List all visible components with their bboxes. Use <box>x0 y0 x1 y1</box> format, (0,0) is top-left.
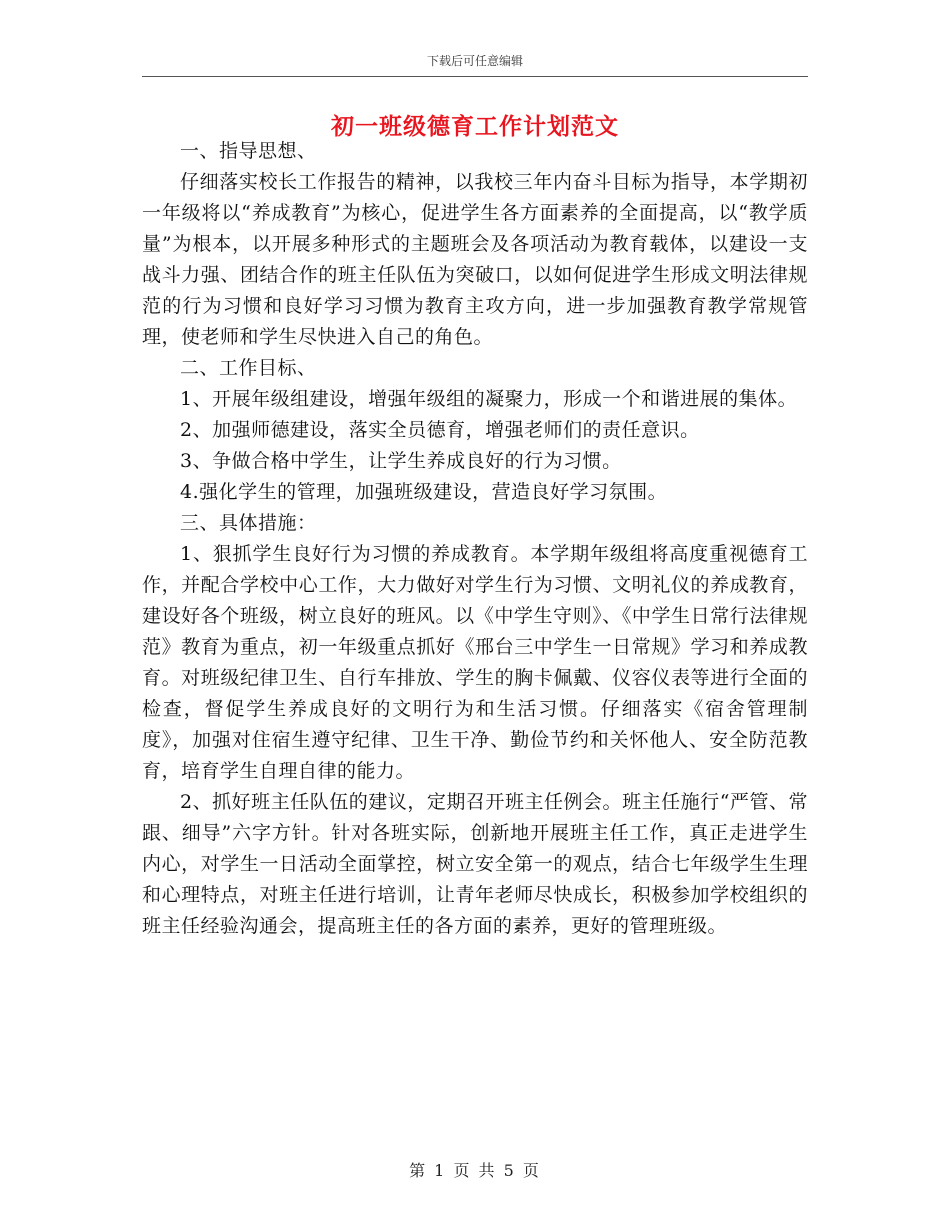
paragraph-goal-4: 4.强化学生的管理，加强班级建设，营造良好学习氛围。 <box>180 481 668 503</box>
paragraph-heading-3: 三、具体措施： <box>180 512 317 534</box>
paragraph-heading-1: 一、指导思想、 <box>180 140 317 162</box>
document-title: 初一班级德育工作计划范文 <box>331 113 619 140</box>
paragraph-goal-2: 2、加强师德建设，落实全员德育，增强老师们的责任意识。 <box>180 419 700 441</box>
paragraph-measure-1: 1、狠抓学生良好行为习惯的养成教育。本学期年级组将高度重视德育工作，并配合学校中心工作，大力做好对学生行为习惯、文明礼仪的养成教育，建设好各个班级，树立良好的班风。以《中学生守则》、《中学生日常行法律规范》教育为重点，初一年级重点抓好《邢台三中学生一日常规》学习和养成教育。对班级纪律卫生、自行车排放、学生的胸卡佩戴、仪容仪表等进行全面的检查，督促学生养成良好的文明行为和生活习惯。仔细落实《宿舍管理制度》，加强对住宿生遵守纪律、卫生干净、勤俭节约和关怀他人、安全防范教育，培育学生自理自律的能力。 <box>142 543 808 782</box>
header-divider <box>142 76 808 77</box>
paragraph-measure-2: 2、抓好班主任队伍的建议，定期召开班主任例会。班主任施行“严管、常跟、细导”六字方针。针对各班实际，创新地开展班主任工作，真正走进学生内心，对学生一日活动全面掌控，树立安全第一的观点，结合七年级学生生理和心理特点，对班主任进行培训，让青年老师尽快成长，积极参加学校组织的班主任经验沟通会，提高班主任的各方面的素养，更好的管理班级。 <box>142 791 808 937</box>
document-body <box>142 136 808 942</box>
page-number: 第 1 页 共 5 页 <box>409 1161 541 1180</box>
paragraph-heading-2: 二、工作目标、 <box>180 357 317 379</box>
paragraph-guiding-thought: 仔细落实校长工作报告的精神，以我校三年内奋斗目标为指导，本学期初一年级将以“养成教育”为核心，促进学生各方面素养的全面提高，以“教学质量”为根本，以开展多种形式的主题班会及各项活动为教育载体，以建设一支战斗力强、团结合作的班主任队伍为突破口，以如何促进学生形成文明法律规范的行为习惯和良好学习习惯为教育主攻方向，进一步加强教育教学常规管理，使老师和学生尽快进入自己的角色。 <box>142 171 808 348</box>
page-header: 下载后可任意编辑 <box>426 54 523 68</box>
paragraph-goal-3: 3、争做合格中学生，让学生养成良好的行为习惯。 <box>180 450 622 472</box>
paragraph-goal-1: 1、开展年级组建设，增强年级组的凝聚力，形成一个和谐进展的集体。 <box>180 388 798 410</box>
